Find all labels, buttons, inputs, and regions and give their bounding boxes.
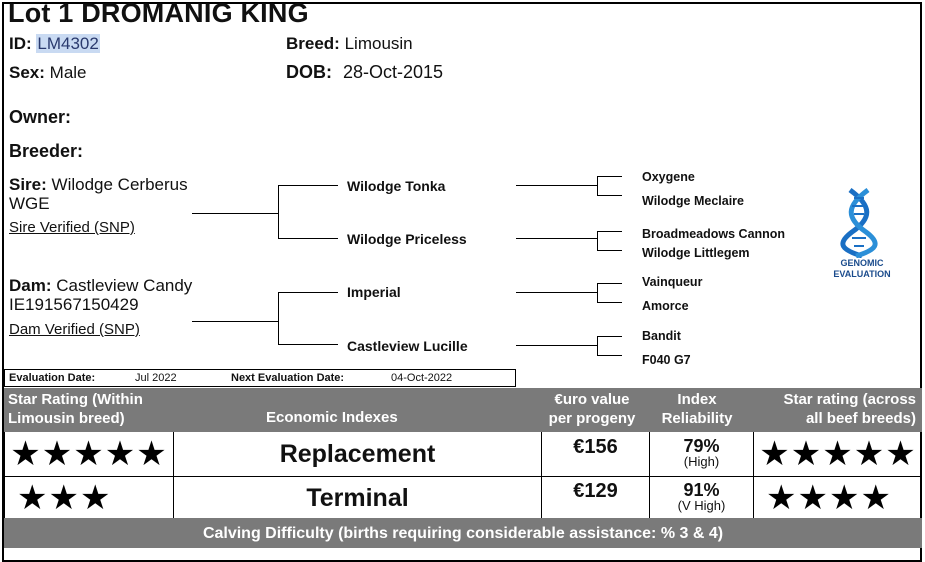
sd-sire-name: Broadmeadows Cannon (642, 227, 786, 241)
euro-value: €156 (542, 432, 650, 476)
euro-value: €129 (542, 476, 650, 520)
header-star-within-line2: Limousin breed) (8, 410, 125, 427)
breed-value: Limousin (344, 34, 413, 53)
pedigree-line (597, 283, 598, 303)
sd-dam-name: Wilodge Littlegem (642, 246, 750, 260)
sire-block (9, 175, 188, 213)
pedigree-line (597, 336, 622, 337)
ds-sire-name: Vainqueur (642, 275, 703, 289)
table-row (4, 432, 922, 477)
sire-name: Wilodge Cerberus (51, 175, 188, 194)
breed-row (286, 34, 413, 54)
genomic-line2: EVALUATION (833, 269, 891, 279)
calving-difficulty-header: Calving Difficulty (births requiring considerable assistance: % 3 & 4) (4, 518, 922, 548)
pedigree-line (516, 185, 598, 186)
pedigree-line (278, 292, 279, 345)
pedigree-line (516, 238, 598, 239)
reliability-percent: 91% (683, 480, 720, 500)
header-economic-indexes: Economic Indexes (266, 409, 398, 426)
evaluation-date-label: Evaluation Date: (9, 372, 96, 384)
pedigree-line (192, 213, 279, 214)
pedigree-line (597, 355, 622, 356)
index-table-header (4, 388, 922, 432)
pedigree-line (278, 292, 338, 293)
lot-title: Lot 1 DROMANIG KING (8, 0, 309, 28)
index-reliability (650, 432, 754, 476)
dd-sire-name: Bandit (642, 329, 681, 343)
header-euro-value (544, 390, 640, 428)
index-reliability (650, 476, 754, 520)
sire-label: Sire: (9, 175, 47, 194)
pedigree-line (597, 231, 622, 232)
star-rating-across: ★★★★★ (759, 435, 917, 473)
sex-label: Sex: (9, 63, 45, 82)
ss-sire-name: Oxygene (642, 170, 695, 184)
ss-dam-name: Wilodge Meclaire (642, 194, 744, 208)
header-index-reliability (654, 390, 740, 428)
dob-value: 28-Oct-2015 (343, 62, 444, 82)
dam-block (9, 276, 192, 314)
sire-code: WGE (9, 194, 50, 213)
pedigree-line (278, 344, 338, 345)
reliability-level: (High) (683, 454, 720, 469)
header-star-within-line1: Star Rating (Within (8, 391, 143, 408)
dob-label: DOB: (286, 62, 332, 82)
breed-label: Breed: (286, 34, 340, 53)
pedigree-line (597, 336, 598, 356)
dna-icon (832, 188, 892, 258)
id-row (9, 34, 100, 54)
reliability-level: (V High) (677, 498, 726, 513)
pedigree-line (278, 185, 279, 239)
header-euro-line2: per progeny (548, 410, 636, 427)
sex-value: Male (49, 63, 87, 82)
pedigree-line (597, 250, 622, 251)
dam-sire-name: Imperial (347, 284, 401, 300)
reliability-percent: 79% (683, 436, 720, 456)
genomic-evaluation-label (818, 258, 906, 280)
star-rating-across: ★★★★ (766, 479, 892, 517)
breeder-label: Breeder: (9, 141, 84, 161)
pedigree-line (597, 231, 598, 251)
evaluation-dates-bar (4, 369, 516, 387)
table-row (4, 476, 922, 521)
evaluation-date-value: Jul 2022 (135, 372, 177, 384)
header-star-across (756, 390, 916, 428)
pedigree-line (516, 292, 598, 293)
header-star-within (8, 390, 143, 428)
header-star-across-line1: Star rating (across (783, 391, 916, 408)
sire-dam-name: Wilodge Priceless (347, 231, 467, 247)
dob-row (286, 62, 443, 83)
pedigree-line (597, 302, 622, 303)
header-index-line2: Reliability (661, 410, 733, 427)
economic-index-name: Replacement (174, 432, 542, 476)
header-star-across-line2: all beef breeds) (805, 410, 916, 427)
genomic-line1: GENOMIC (840, 258, 884, 268)
ds-dam-name: Amorce (642, 299, 689, 313)
header-index-line1: Index (677, 391, 717, 408)
pedigree-line (516, 345, 598, 346)
id-value[interactable]: LM4302 (37, 34, 99, 53)
pedigree-line (278, 185, 338, 186)
sire-verified-link[interactable]: Sire Verified (SNP) (9, 219, 135, 236)
dam-dam-name: Castleview Lucille (347, 338, 468, 354)
pedigree-line (278, 238, 338, 239)
sex-row (9, 63, 87, 83)
dam-name: Castleview Candy (56, 276, 193, 295)
pedigree-line (597, 176, 622, 177)
star-rating-within: ★★★★★ (4, 432, 174, 476)
sire-sire-name: Wilodge Tonka (347, 178, 446, 194)
dam-verified-link[interactable]: Dam Verified (SNP) (9, 321, 140, 338)
dam-code: IE191567150429 (9, 295, 139, 314)
pedigree-line (597, 176, 598, 196)
dd-dam-name: F040 G7 (642, 353, 691, 367)
next-evaluation-label: Next Evaluation Date: (231, 372, 345, 384)
owner-label: Owner: (9, 107, 72, 127)
star-rating-within: ★★★ (4, 476, 174, 520)
next-evaluation-value: 04-Oct-2022 (391, 372, 453, 384)
dam-label: Dam: (9, 276, 52, 295)
pedigree-line (597, 195, 622, 196)
header-euro-line1: €uro value (554, 391, 630, 408)
id-label: ID: (9, 34, 32, 53)
pedigree-line (192, 321, 279, 322)
economic-index-name: Terminal (174, 476, 542, 520)
pedigree-line (597, 283, 622, 284)
